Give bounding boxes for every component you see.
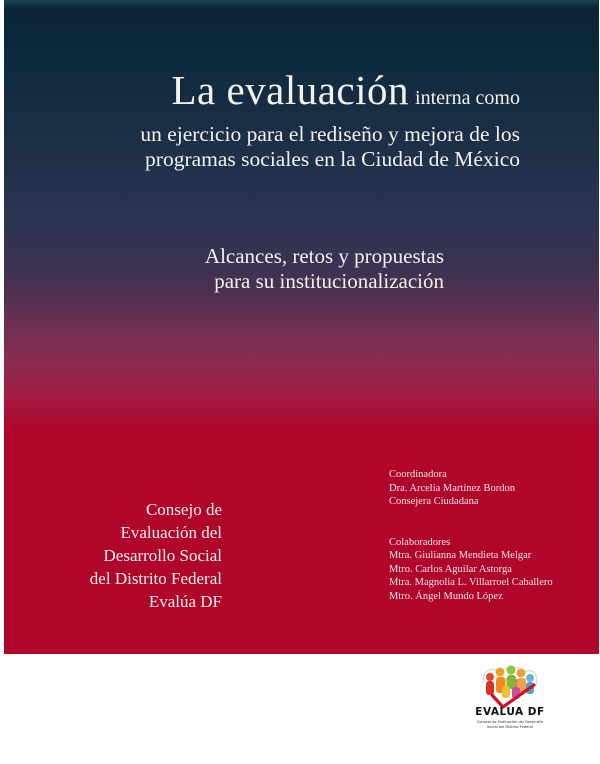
people-check-icon [470, 663, 550, 709]
org-line: Evalúa DF [148, 592, 222, 611]
collaborator-name: Mtro. Ángel Mundo López [389, 590, 503, 602]
org-line: del Distrito Federal [89, 569, 222, 588]
title-line-3: programas sociales en la Ciudad de México [145, 147, 520, 171]
coordinator-role: Consejera Ciudadana [389, 496, 479, 507]
evalua-df-logo [470, 663, 550, 739]
title-line-2: un ejercicio para el rediseño y mejora de los [140, 122, 520, 146]
cover-title [100, 68, 520, 172]
org-line: Desarrollo Social [103, 546, 222, 565]
org-line: Consejo de [145, 500, 222, 519]
logo-name: EVALUA DF [475, 706, 545, 718]
coordinator-heading: Coordinadora [389, 469, 447, 480]
subtitle-line-1: Alcances, retos y propuestas [204, 244, 444, 268]
org-line: Evaluación del [120, 523, 222, 542]
collaborator-name: Mtra. Magnolia L. Villarroel Caballero [389, 577, 553, 588]
spacer [389, 509, 553, 536]
cover-subtitle [154, 244, 444, 294]
book-cover [4, 0, 599, 654]
organization-name [84, 498, 222, 613]
credits [389, 468, 553, 603]
title-line-1 [100, 68, 520, 122]
collaborators-heading: Colaboradores [389, 536, 451, 548]
subtitle-line-2: para su institucionalización [214, 269, 444, 293]
collaborator-name: Mtro. Carlos Aguilar Astorga [389, 563, 512, 575]
collaborator-name: Mtra. Giulianna Mendieta Melgar [389, 550, 532, 561]
coordinator-name: Dra. Arcelia Martínez Bordon [389, 482, 515, 494]
logo-subtext: Consejo de Evaluación del Desarrollo Social del Distrito Federal [476, 720, 544, 729]
title-main: La evaluación [171, 67, 410, 113]
title-rest: interna como [415, 87, 520, 109]
